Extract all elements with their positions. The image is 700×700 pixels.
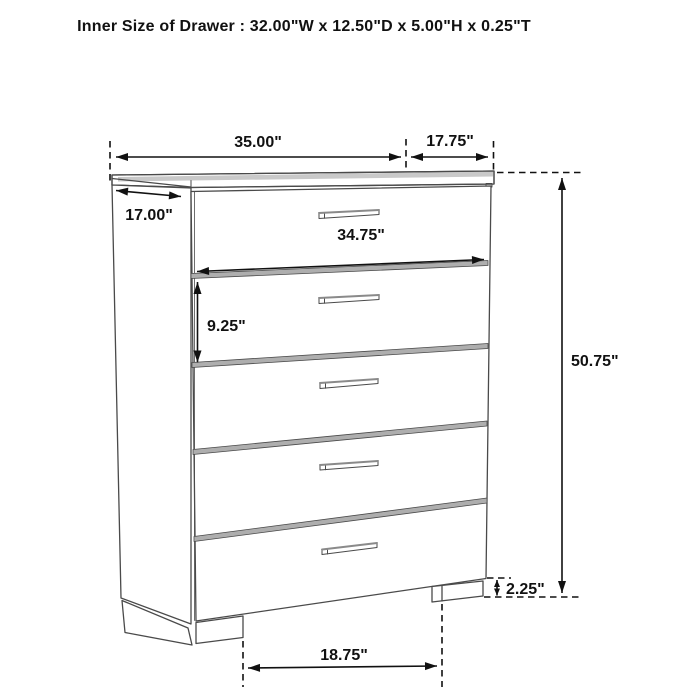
page-title: Inner Size of Drawer : 32.00"W x 12.50"D x 5.00"H x 0.25"T: [77, 18, 531, 35]
dim-top-width-label: 35.00": [234, 134, 282, 151]
chest-front-face: [191, 186, 491, 621]
chest-side-panel: [112, 185, 191, 624]
dim-top-side-label: 17.75": [426, 133, 474, 150]
dim-base-height-label: 2.25": [506, 581, 545, 598]
dim-depth-label: 17.00": [125, 207, 173, 224]
dim-drawer-height-label: 9.25": [207, 318, 246, 335]
dim-foot-span-label: 18.75": [320, 647, 368, 664]
dim-overall-height-label: 50.75": [571, 353, 619, 370]
dim-foot-span-arrow: [248, 666, 437, 668]
dim-drawer-width-label: 34.75": [337, 227, 385, 244]
chest-drawing: [112, 171, 494, 645]
